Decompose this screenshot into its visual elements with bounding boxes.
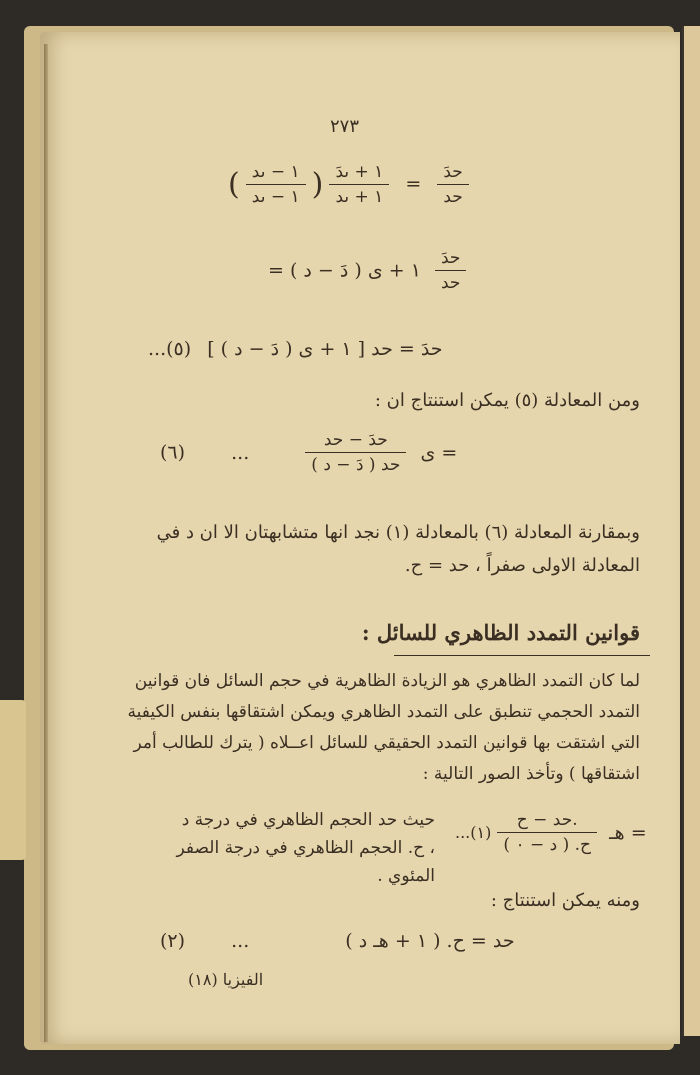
eq2-lhs: $\frac{\text{حدَ}}{\text{حد}}$	[435, 248, 466, 293]
eq4-dots: ...	[231, 441, 250, 464]
paragraph-apparent-expansion: لما كان التمدد الظاهري هو الزيادة الظاهرية في حجم السائل فان قوانين التمدد الحجمي تنطبق على التمدد الظاهري ويمكن اشتقاقها بنفس الكيفية التي اشتقت بها قوانين التمدد الحقيقي للسائل اعــلاه ( يترك للطالب أمر اشتقاقها ) وتأخذ الصور التالية :	[127, 671, 640, 784]
eq6-dots: ...	[231, 930, 250, 952]
eq5-lhs: هـ =	[609, 821, 647, 844]
facing-page-edge	[682, 26, 700, 1036]
torn-page-edge	[0, 700, 26, 860]
eq4-lhs: ى =	[420, 441, 458, 464]
eq1-fraction-2: $\frac{\text{١ − ىد}}{\text{١ − ىد}}$	[246, 162, 306, 207]
eq5-fraction: $\frac{\text{حد − ح.}}{\text{ح. ( د − ٠ )}}$	[497, 810, 597, 855]
eq3-body: حدَ = حد [ ١ + ى ( دَ − د ) ]	[207, 338, 443, 360]
equation-5-note: حيث حد الحجم الظاهري في درجة د ، ح. الحجم الظاهري في درجة الصفر المئوي .	[176, 810, 435, 886]
equation-4	[160, 430, 457, 475]
eq3-label: ...(٥)	[148, 338, 192, 360]
binding-gutter	[44, 44, 48, 1042]
eq1-lhs: $\frac{\text{حدَ}}{\text{حد}}$	[437, 162, 468, 207]
paragraph-comparison: وبمقارنة المعادلة (٦) بالمعادلة (١) نجد انها متشابهتان الا ان د في المعادلة الاولى صفراً ، حد = ح.	[156, 522, 640, 576]
eq1-equals: =	[405, 172, 422, 195]
section-heading: قوانين التمدد الظاهري للسائل :	[361, 620, 640, 645]
eq4-label: (٦)	[160, 441, 186, 464]
heading-underline	[394, 655, 650, 656]
equation-5	[455, 810, 647, 855]
eq1-fraction-1: $\frac{\text{١ + ىدَ}}{\text{١ + ىد}}$	[329, 162, 389, 207]
equation-6	[160, 930, 515, 952]
equation-2	[268, 248, 466, 293]
page-footer: الفيزيا (١٨)	[188, 970, 264, 989]
paragraph-derivation: ومن المعادلة (٥) يمكن استنتاج ان :	[374, 390, 640, 411]
eq6-body: حد = ح. ( ١ + هـ د )	[345, 930, 515, 952]
page-number: ٢٧٣	[330, 116, 360, 137]
equation-3	[148, 338, 443, 360]
eq2-rhs: = ١ + ى ( دَ − د )	[268, 259, 421, 282]
eq5-label: ...(١)	[455, 823, 492, 842]
equation-1	[228, 162, 469, 207]
eq6-label: (٢)	[160, 930, 186, 952]
eq1-close-paren: )	[311, 167, 324, 202]
eq4-fraction: $\frac{\text{حدَ − حد}}{\text{حد ( دَ − د )}}$	[305, 430, 406, 475]
eq1-open-paren: (	[228, 167, 240, 202]
paragraph-deduction: ومنه يمكن استنتاج :	[490, 890, 640, 911]
